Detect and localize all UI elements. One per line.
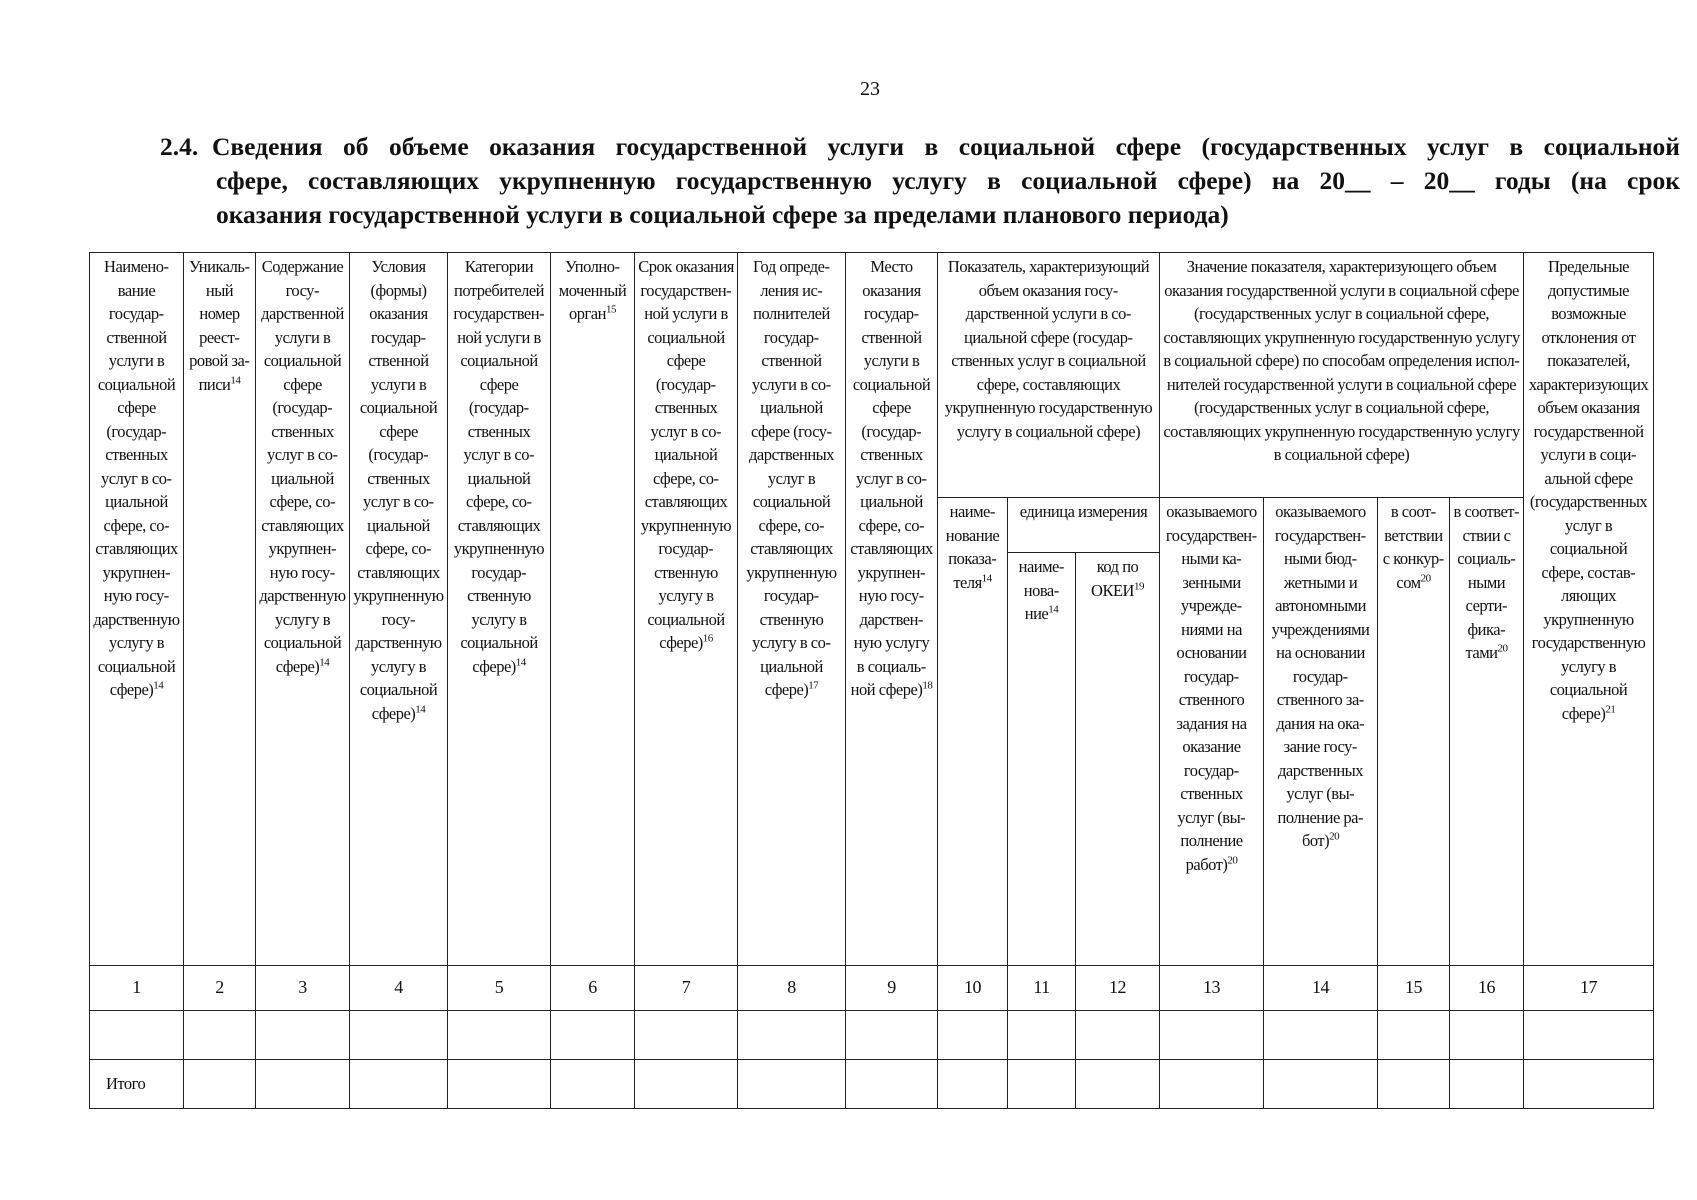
- total-label: Итого: [90, 1060, 184, 1109]
- data-cell[interactable]: [1008, 1011, 1076, 1060]
- header-state-institutions: оказываемого государственными казенными учреждениями на основании государственного задания на оказание государственных услуг (выполнение работ)$^{20}$: [1160, 498, 1264, 966]
- header-volume-indicator-group: Показатель, характеризующий объем оказания государственной услуги в социальной сфере (государственных услуг в социальной сфере, составляющих укрупненную государственную услугу в социальной сфере): [938, 253, 1160, 498]
- header-unit-name: наименование$^{14}$: [1008, 553, 1076, 966]
- header-authorized-body: Уполномоченный орган$^{15}$: [551, 253, 635, 966]
- total-cell[interactable]: [256, 1060, 350, 1109]
- header-indicator-name: наименование показателя$^{14}$: [938, 498, 1008, 966]
- header-indicator-value-group: Значение показателя, характеризующего объем оказания государственной услуги в социальной сфере (государственных услуг в социальной сфере, составляющих укрупненную государственную услугу в социальной сфере) по способам определения исполнителей государственной услуги в социальной сфере (государственных услуг в социальной сфере, составляющих укрупненную государственную услугу в социальной сфере): [1160, 253, 1524, 498]
- header-budget-institutions: оказываемого государственными бюджетными и автономными учреждениями на основании государственного задания на оказание государственных услуг (выполнение работ)$^{20}$: [1264, 498, 1378, 966]
- data-cell[interactable]: [256, 1011, 350, 1060]
- data-cell[interactable]: [1160, 1011, 1264, 1060]
- section-number: 2.4.: [160, 132, 199, 161]
- total-cell[interactable]: [1264, 1060, 1378, 1109]
- header-service-place: Место оказания государственной услуги в социальной сфере (государственных услуг в социальной сфере, составляющих укрупненную государственную услугу в социальной сфере)$^{18}$: [846, 253, 938, 966]
- total-cell[interactable]: [1008, 1060, 1076, 1109]
- data-row: [90, 1011, 1654, 1060]
- header-service-content: Содержание государственной услуги в социальной сфере (государственных услуг в социальной сфере, составляющих укрупненную государственную услугу в социальной сфере)$^{14}$: [256, 253, 350, 966]
- heading-line-2: сфере, составляющих укрупненную государственную услугу в социальной сфере) на 20__ – 20__ годы (на срок: [216, 166, 1680, 195]
- data-cell[interactable]: [551, 1011, 635, 1060]
- header-okei-code: код по ОКЕИ$^{19}$: [1076, 553, 1160, 966]
- header-service-term: Срок оказания государственной услуги в социальной сфере (государственных услуг в социальной сфере, составляющих укрупненную государственную услугу в социальной сфере)$^{16}$: [635, 253, 738, 966]
- data-cell[interactable]: [846, 1011, 938, 1060]
- header-service-name: Наименование государственной услуги в социальной сфере (государственных услуг в социальной сфере, составляющих укрупненную государственную услугу в социальной сфере)$^{14}$: [90, 253, 184, 966]
- column-number-row: 1 2 3 4 5 6 7 8 9 10 11 12 13 14 15 16 17: [90, 966, 1654, 1011]
- total-cell[interactable]: [1450, 1060, 1524, 1109]
- page-number: 23: [860, 78, 880, 100]
- data-cell[interactable]: [635, 1011, 738, 1060]
- data-cell[interactable]: [1378, 1011, 1450, 1060]
- total-cell[interactable]: [350, 1060, 448, 1109]
- data-cell[interactable]: [350, 1011, 448, 1060]
- header-service-conditions: Условия (формы) оказания государственной услуги в социальной сфере (государственных услуг в социальной сфере, составляющих укрупненную государственную услугу в социальной сфере)$^{14}$: [350, 253, 448, 966]
- header-consumer-categories: Категории потребителей государственной услуги в социальной сфере (государственных услуг в социальной сфере, составляющих укрупненную государственную услугу в социальной сфере)$^{14}$: [448, 253, 551, 966]
- header-allowed-deviations: Предельные допустимые возможные отклонения от показателей, характеризующих объем оказания государственной услуги в социальной сфере (государственных услуг в социальной сфере, составляющих укрупненную государственную услугу в социальной сфере)$^{21}$: [1524, 253, 1654, 966]
- total-cell[interactable]: [551, 1060, 635, 1109]
- data-cell[interactable]: [938, 1011, 1008, 1060]
- total-cell[interactable]: [738, 1060, 846, 1109]
- total-cell[interactable]: [1160, 1060, 1264, 1109]
- header-by-certificates: в соответствии с социальными сертификатами$^{20}$: [1450, 498, 1524, 966]
- service-volume-table: [89, 252, 1654, 1109]
- data-cell[interactable]: [1264, 1011, 1378, 1060]
- total-cell[interactable]: [448, 1060, 551, 1109]
- data-cell[interactable]: [1450, 1011, 1524, 1060]
- total-cell[interactable]: [846, 1060, 938, 1109]
- total-cell[interactable]: [184, 1060, 256, 1109]
- total-cell[interactable]: [1524, 1060, 1654, 1109]
- header-registry-number: Уникальный номер реестровой записи$^{14}$: [184, 253, 256, 966]
- data-cell[interactable]: [1076, 1011, 1160, 1060]
- total-row: [90, 1060, 1654, 1109]
- heading-line-1: Сведения об объеме оказания государственной услуги в социальной сфере (государственных услуг в социальной: [212, 132, 1680, 161]
- data-cell[interactable]: [90, 1011, 184, 1060]
- total-cell[interactable]: [938, 1060, 1008, 1109]
- total-cell[interactable]: [635, 1060, 738, 1109]
- data-cell[interactable]: [184, 1011, 256, 1060]
- data-cell[interactable]: [1524, 1011, 1654, 1060]
- header-unit-group: единица измерения: [1008, 498, 1160, 553]
- heading-line-3: оказания государственной услуги в социальной сфере за пределами планового периода): [216, 200, 1229, 229]
- data-cell[interactable]: [448, 1011, 551, 1060]
- header-executor-year: Год определения исполнителей государственной услуги в социальной сфере (государственных услуг в социальной сфере, составляющих укрупненную государственную услугу в социальной сфере)$^{17}$: [738, 253, 846, 966]
- header-by-competition: в соответствии с конкурсом$^{20}$: [1378, 498, 1450, 966]
- total-cell[interactable]: [1076, 1060, 1160, 1109]
- section-heading: [160, 130, 1680, 232]
- total-cell[interactable]: [1378, 1060, 1450, 1109]
- data-cell[interactable]: [738, 1011, 846, 1060]
